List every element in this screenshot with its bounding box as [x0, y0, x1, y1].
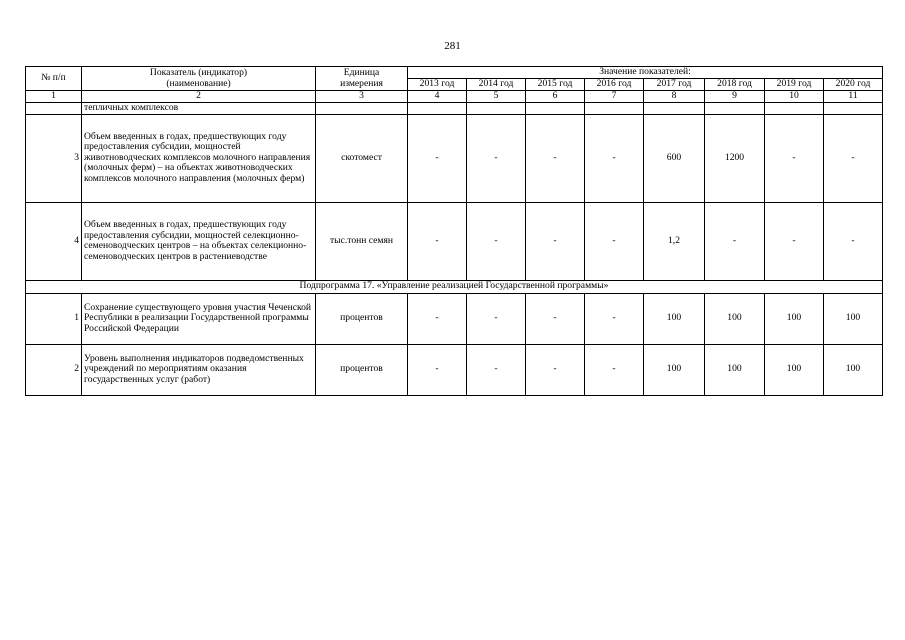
- value-cell: 100: [705, 344, 765, 395]
- header-year: 2016 год: [585, 79, 644, 91]
- value-cell: 100: [765, 344, 824, 395]
- value-cell: 100: [644, 344, 705, 395]
- table-row: [26, 344, 883, 395]
- value-cell: -: [467, 293, 526, 344]
- column-number: 7: [585, 91, 644, 103]
- row-number: 4: [26, 202, 82, 280]
- column-number: 3: [316, 91, 408, 103]
- value-cell: -: [408, 344, 467, 395]
- column-number: 8: [644, 91, 705, 103]
- value-cell: 100: [705, 293, 765, 344]
- column-number: 6: [526, 91, 585, 103]
- continuation-text: тепличных комплексов: [82, 103, 316, 115]
- value-cell: -: [526, 293, 585, 344]
- value-cell: -: [408, 114, 467, 202]
- header-year: 2019 год: [765, 79, 824, 91]
- value-cell: 100: [644, 293, 705, 344]
- indicator-name: Объем введенных в годах, предшествующих году предоставления субсидии, мощностей животноводческих комплексов молочного направления (молочных ферм) – на объектах животноводческих комплексов молочного направления (молочных ферм): [82, 114, 316, 202]
- value-cell: -: [526, 344, 585, 395]
- value-cell: -: [585, 293, 644, 344]
- value-cell: -: [585, 114, 644, 202]
- row-number: 2: [26, 344, 82, 395]
- header-year: 2017 год: [644, 79, 705, 91]
- column-number: 1: [26, 91, 82, 103]
- header-indicator: [82, 67, 316, 91]
- indicator-unit: тыс.тонн семян: [316, 202, 408, 280]
- header-year: 2013 год: [408, 79, 467, 91]
- header-num: № п/п: [26, 67, 82, 91]
- column-number: 2: [82, 91, 316, 103]
- header-unit-line1: Единица: [343, 67, 380, 78]
- value-cell: 1200: [705, 114, 765, 202]
- value-cell: -: [824, 202, 883, 280]
- column-number: 9: [705, 91, 765, 103]
- value-cell: -: [765, 114, 824, 202]
- header-year: 2018 год: [705, 79, 765, 91]
- row-number: 3: [26, 114, 82, 202]
- value-cell: -: [467, 114, 526, 202]
- table-row: [26, 202, 883, 280]
- value-cell: -: [585, 344, 644, 395]
- value-cell: -: [408, 202, 467, 280]
- value-cell: -: [765, 202, 824, 280]
- indicator-unit: скотомест: [316, 114, 408, 202]
- value-cell: -: [408, 293, 467, 344]
- value-cell: 100: [824, 344, 883, 395]
- table-row: [26, 114, 883, 202]
- column-number: 5: [467, 91, 526, 103]
- indicator-name: Объем введенных в годах, предшествующих году предоставления субсидии, мощностей селекционно-семеноводческих центров – на объектах селекционно- семеноводческих центров в растениеводстве: [82, 202, 316, 280]
- header-indicator-line1: Показатель (индикатор): [149, 67, 248, 78]
- value-cell: 600: [644, 114, 705, 202]
- indicator-name: Сохранение существующего уровня участия Чеченской Республики в реализации Государственной программы Российской Федерации: [82, 293, 316, 344]
- indicator-name: Уровень выполнения индикаторов подведомственных учреждений по мероприятиям оказания государственных услуг (работ): [82, 344, 316, 395]
- header-unit: [316, 67, 408, 91]
- value-cell: -: [526, 114, 585, 202]
- header-indicator-line2: (наименование): [166, 77, 231, 89]
- value-cell: -: [705, 202, 765, 280]
- value-cell: -: [467, 344, 526, 395]
- header-year: 2014 год: [467, 79, 526, 91]
- indicator-unit: процентов: [316, 293, 408, 344]
- continuation-num-cell: [26, 103, 82, 115]
- value-cell: 100: [765, 293, 824, 344]
- header-year: 2020 год: [824, 79, 883, 91]
- value-cell: 100: [824, 293, 883, 344]
- row-number: 1: [26, 293, 82, 344]
- column-number: 11: [824, 91, 883, 103]
- value-cell: -: [526, 202, 585, 280]
- indicator-unit: процентов: [316, 344, 408, 395]
- page-number: 281: [444, 40, 461, 52]
- header-year: 2015 год: [526, 79, 585, 91]
- subprogram-title: Подпрограмма 17. «Управление реализацией Государственной программы»: [26, 280, 883, 293]
- header-values-title: Значение показателей:: [408, 67, 883, 79]
- value-cell: -: [467, 202, 526, 280]
- table-row: [26, 293, 883, 344]
- column-number: 4: [408, 91, 467, 103]
- value-cell: -: [824, 114, 883, 202]
- indicators-table: [25, 66, 883, 396]
- column-number: 10: [765, 91, 824, 103]
- value-cell: 1,2: [644, 202, 705, 280]
- value-cell: -: [585, 202, 644, 280]
- header-unit-line2: измерения: [340, 77, 383, 89]
